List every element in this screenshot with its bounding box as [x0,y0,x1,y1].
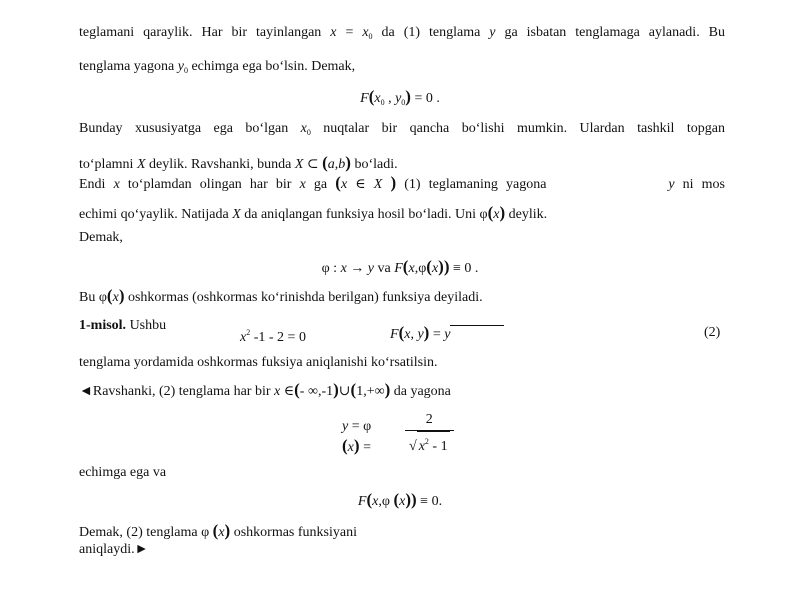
paragraph-line-6: echimi qo‘yaylik. Natijada X da aniqlangan funksiya hosil bo‘ladi. Uni φ(x) deylik. [79,203,548,222]
paragraph-line-8: Bu φ(x) oshkormas (oshkormas ko‘rinishda berilgan) funksiya deyiladi. [79,286,483,305]
example-equation-a: $x^2$ -1 - 2 = 0 [240,328,306,345]
equation-3-fraction [405,410,454,457]
example-title: 1-misol. Ushbu [79,318,167,333]
paragraph-line-13: aniqlaydi.► [79,542,149,557]
example-equation-b: F(x, y) = y [390,324,504,344]
equation-4: F(x,φ (x)) ≡ 0. [357,490,443,509]
equation-1: $F(x_0$ , $y_0) = 0$ . [360,87,440,107]
paragraph-line-2: tenglama yagona $y_0$ echimga ega bo‘lsin. Demak, [79,59,356,75]
equation-3-left-bottom: (x) = [342,436,371,455]
paragraph-line-10: ◄Ravshanki, (2) tenglama har bir x ∈(- ∞,-1)∪(1,+∞) da yagona [79,380,451,399]
text-segment: teglamani qaraylik. Har bir tayinlangan $x = x_0$ da (1) tenglama y ga isbatan tenglamaga aylanadi. Bu [79,25,725,41]
equation-2: φ : x → y va F(x,φ(x)) ≡ 0 . [321,257,479,276]
paragraph-line-11: echimga ega va [79,465,167,480]
paragraph-line-1 [79,24,725,46]
paragraph-line-7: Demak, [79,230,123,245]
paragraph-line-9: tenglama yordamida oshkormas fuksiya aniqlanishi ko‘rsatilsin. [79,355,438,370]
paragraph-line-5: Endi x to‘plamdan olingan har bir x ga (x ∈ X ) (1) teglamaning yagona y ni mos [79,173,726,192]
paragraph-line-3: Bunday xususiyatga ega bo‘lgan $x_0$ nuqtalar bir qancha bo‘lishi mumkin. Ulardan tashkil topgan [79,121,725,137]
fraction-numerator: 2 [405,410,454,431]
paragraph-line-4: to‘plamni X deylik. Ravshanki, bunda X ⊂ (a,b) bo‘ladi. [79,153,398,172]
equation-3-left-top: y = φ [342,419,372,434]
fraction-denominator: √ $x^2 - 1$ [405,431,454,457]
paragraph-line-12: Demak, (2) tenglama φ (x) oshkormas funksiyani [79,521,357,540]
equation-number-2: (2) [704,325,721,340]
